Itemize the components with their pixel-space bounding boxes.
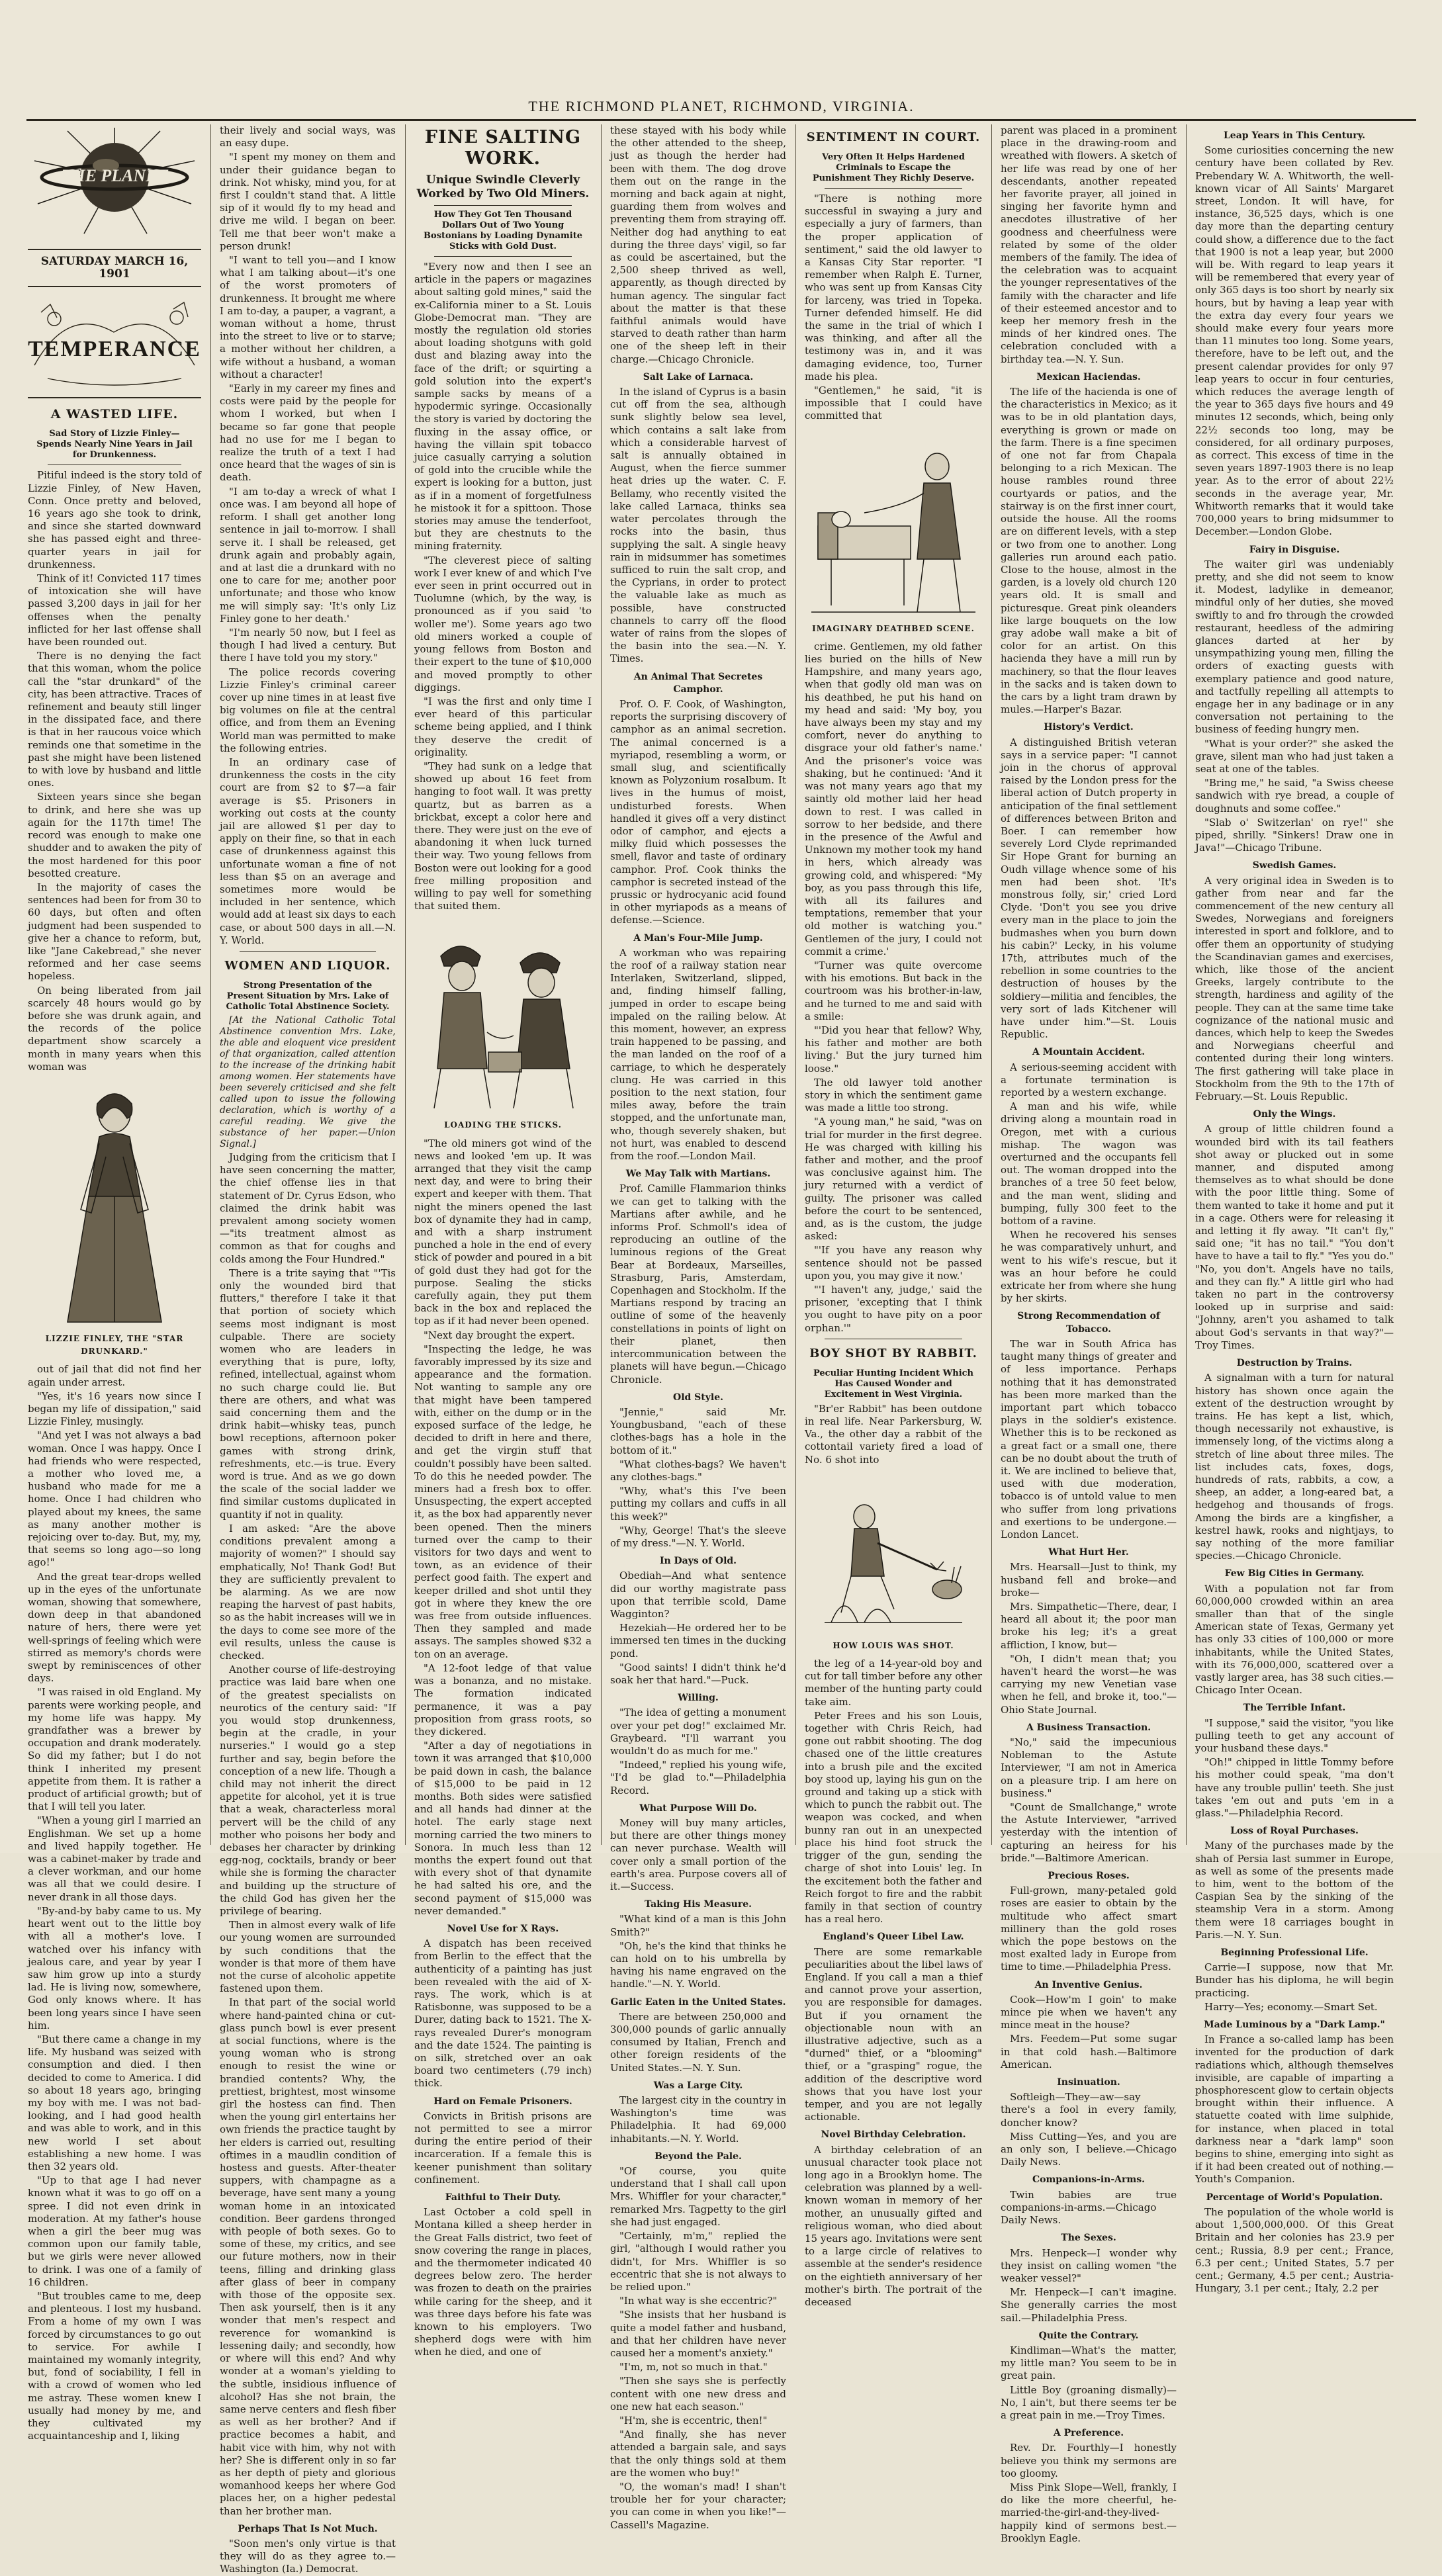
- section-heading: Taking His Measure.: [644, 1899, 752, 1910]
- paragraph: Judging from the criticism that I have seen concerning the matter, the chief offense lies in that statement of Dr. Cyrus Edson, who claimed the drink habit was prevalent among society women—"its treatment almost as common as that for coughs and colds among the Four Hundred.": [220, 1151, 396, 1265]
- paragraph: Little Boy (groaning dismally)—No, I ain't, but there seems ter be a great pain in me.—Troy Times.: [1001, 2383, 1177, 2421]
- paragraph: "Gentlemen," he said, "it is impossible that I could have committed that: [805, 384, 982, 422]
- paragraph: In the majority of cases the sentences had been for from 30 to 60 days, but often and often judgment had been suspended to give her a chance to reform, but, like "Jane Cakebread," she never reformed and her case seems hopeless.: [28, 881, 201, 983]
- paragraph: "What clothes-bags? We haven't any clothes-bags.": [610, 1458, 786, 1483]
- paragraph: "O, the woman's mad! I shan't trouble her for your character; you can come in when you like!"—Cassell's Magazine.: [610, 2480, 786, 2531]
- paragraph: In the island of Cyprus is a basin cut off from the sea, although sunk slightly below sea level, which contains a salt lake from which a considerable harvest of salt is annually obtained in August, when the fierce summer heat dries up the water. C. F. Bellamy, who recently visited the lake called Larnaca, thinks sea water percolates through the rocks into the basin, thus supplying the salt. A single heavy rain in midsummer has sometimes sufficed to ruin the salt crop, and the Cyprians, in order to protect the valuable lake as much as possible, have constructed channels to carry off the flood water of rains from the slopes of the basin into the sea.—N. Y. Times.: [610, 386, 786, 665]
- paragraph: "In what way is she eccentric?": [619, 2295, 778, 2307]
- paragraph: "Oh, he's the kind that thinks he can hold on to his umbrella by having his name engraved on the handle."—N. Y. World.: [610, 1939, 786, 1990]
- paragraph: "Inspecting the ledge, he was favorably impressed by its size and appearance and the formation. Not wanting to sample any ore that might have been tampered with, either on the dump or in the exposed surface of the ledge, he decided to drift in here and there, and get the virgin stuff that couldn't possibly have been salted. To do this he needed powder. The miners had a fresh box to offer. Unsuspecting, the expert accepted it, as the box had apparently never been opened. Then the miners turned over the camp to their visitors for two days and went to town, as an evidence of their perfect good faith. The expert and keeper drilled and shot until they got in where they knew the ore was free from outside influences. Then they sampled and made assays. The samples showed $32 a ton on an average.: [414, 1343, 592, 1660]
- paragraph: "What is your order?" she asked the grave, silent man who had just taken a seat at one of the tables.: [1195, 737, 1394, 775]
- paragraph: Miss Cutting—Yes, and you are an only son, I believe.—Chicago Daily News.: [1001, 2130, 1177, 2168]
- article-deck: Peculiar Hunting Incident Which Has Caused Wonder and Excitement in West Virginia.: [813, 1368, 974, 1399]
- paragraph: their lively and social ways, was an easy dupe.: [220, 124, 396, 150]
- section-heading: Salt Lake of Larnaca.: [643, 371, 754, 382]
- paragraph: "Bring me," he said, "a Swiss cheese sandwich with rye bread, a couple of doughnuts and some coffee.": [1195, 777, 1394, 815]
- paragraph: A man and his wife, while driving along a mountain road in Oregon, met with a curious mishap. The wagon was overturned and the occupants fell out. The woman dropped into the branches of a tree 50 feet below, and the man went, sliding and bumping, fully 300 feet to the bottom of a ravine.: [1001, 1100, 1177, 1227]
- paragraph: crime. Gentlemen, my old father lies buried on the hills of New Hampshire, and many years ago, when that godly old man was on his deathbed, he put his hand on my head and said: 'My boy, you have always been my stay and my comfort, never do anything to disgrace your old father's name.' And the prisoner's voice was shaking, but he continued: 'And it was not many years ago that my saintly old mother laid her head down to rest. I was called in sorrow to her bedside, and there in the presence of the Awful and Unknown my mother took my hand in hers, which already was growing cold, and whispered: "My boy, as you pass through this life, with all its failures and temptations, remember that your old mother is watching you." Gentlemen of the jury, I could not commit a crime.': [805, 640, 982, 957]
- column-5: [805, 124, 982, 2308]
- paragraph: Prof. O. F. Cook, of Washington, reports the surprising discovery of camphor as an animal secretion. The animal concerned is a myriapod, resembling a worm, or small slug, and scientifically known as Polyzonium rosalbum. It lives in the humus of moist, undisturbed forests. When handled it gives off a very distinct odor of camphor, and ejects a milky fluid which possesses the smell, flavor and taste of ordinary camphor. Prof. Cook thinks the camphor is secreted instead of the prussic or hydrocyanic acid found in other myriapods as a means of defense.—Science.: [610, 697, 786, 926]
- section-heading: Only the Wings.: [1253, 1109, 1336, 1120]
- section-heading: Companions-in-Arms.: [1032, 2174, 1145, 2186]
- paragraph: Sixteen years since she began to drink, and here she was up again for the 117th time! The record was enough to make one shudder and to awaken the pity of the most hardened for this poor besotted creature.: [28, 791, 201, 879]
- paragraph: "Yes, it's 16 years now since I began my life of dissipation," said Lizzie Finley, musingly.: [28, 1390, 201, 1428]
- paragraph: "H'm, she is eccentric, then!": [619, 2414, 768, 2426]
- article-deck: Sad Story of Lizzie Finley—Spends Nearly Nine Years in Jail for Drunkenness.: [36, 429, 193, 461]
- column-rule: [405, 124, 406, 1845]
- section-heading: Destruction by Trains.: [1236, 1358, 1353, 1369]
- paragraph: "'If you have any reason why sentence should not be passed upon you, you may give it now.': [805, 1244, 982, 1282]
- svg-text:TEMPERANCE: TEMPERANCE: [28, 337, 201, 362]
- article-title: BOY SHOT BY RABBIT.: [809, 1346, 977, 1360]
- paragraph: Last October a cold spell in Montana killed a sheep herder in the Great Falls district, two feet of snow covering the range in places, and the thermometer indicated 40 degrees below zero. The herder was frozen to death on the prairies while caring for the sheep, and it was three days before his fate was known to his employers. Two shepherd dogs were with him when he died, and one of: [414, 2206, 592, 2358]
- paragraph: "Every now and then I see an article in the papers or magazines about salting gold mines," said the ex-California miner to a St. Louis Globe-Democrat man. "They are mostly the regulation old stories about loading shotguns with gold dust and blazing away into the face of the drift; or squirting a gold solution into the expert's sample sacks by means of a hypodermic syringe. Occasionally the story is varied by doctoring the fluxing in the assay office, or having the villain spit tobacco juice casually carrying a solution of gold into the crucible while the expert is looking for a button, just as if in a moment of forgetfulness he mistook it for a spittoon. Those stories may amuse the tenderfoot, but they are chestnuts to the mining fraternity.: [414, 261, 592, 553]
- paragraph: "Up to that age I had never known what it was to go off on a spree. I did not even drink in moderation. At my father's house when a girl the beer mug was common upon our family table, but we girls were never allowed to drink. I was one of a family of 16 children.: [28, 2174, 201, 2288]
- paragraph: Prof. Camille Flammarion thinks we can get to talking with the Martians after awhile, and he informs Prof. Schmoll's idea of reproducing an outline of the luminous regions of the Great Bear at Bordeaux, Marseilles, Strasburg, Paris, Amsterdam, Copenhagen and Stockholm. If the Martians respond by tracing an outline of some of the heavenly constellations in points of light on their planet, then intercommunication between the planets will have begun.—Chicago Chronicle.: [610, 1182, 786, 1386]
- section-heading: Beyond the Pale.: [654, 2151, 742, 2162]
- svg-text:THE PLANET: THE PLANET: [61, 166, 168, 185]
- paragraph: The life of the hacienda is one of the characteristics in Mexico; as it was to be in old plantation days, everything is grown or made on the farm. There is a fine specimen of one not far from Chapala belonging to a rich Mexican. The house rambles round three courtyards or patios, and the stairway is on the first inner court, outside the house. All the rooms are on different levels, with a step or two from one to another. Long galleries run around each patio. Close to the house, almost in the garden, is a lovely old church 120 years old. It is small and picturesque. Great pink oleanders like large bouquets on the low gray adobe wall make a bit of color for an artist. On this hacienda they have a mill run by machinery, so that the flour leaves in the sacks and is taken down to the cars by a light tram drawn by mules.—Harper's Bazar.: [1001, 386, 1177, 716]
- section-heading: Leap Years in This Century.: [1223, 130, 1366, 141]
- paragraph: "Why, what's this I've been putting my collars and cuffs in all this week?": [610, 1485, 786, 1523]
- paragraph: Carrie—I suppose, now that Mr. Bunder has his diploma, he will begin practicing.: [1195, 1961, 1394, 1999]
- masthead-rule: [26, 119, 1416, 121]
- section-heading: Beginning Professional Life.: [1220, 1947, 1369, 1959]
- column-7: [1195, 124, 1394, 2295]
- paragraph: The largest city in the country in Washington's time was Philadelphia. It had 69,000 inhabitants.—N. Y. World.: [610, 2094, 786, 2145]
- column-rule: [210, 124, 211, 1845]
- paragraph: "The idea of getting a monument over your pet dog!" exclaimed Mr. Graybeard. "I'll warrant you wouldn't do as much for me.": [610, 1707, 786, 1757]
- section-heading: Few Big Cities in Germany.: [1224, 1568, 1365, 1579]
- portrait-illustration: [28, 1077, 201, 1329]
- paragraph: Kindliman—What's the matter, my little man? You seem to be in great pain.: [1001, 2344, 1177, 2382]
- paragraph: "They had sunk on a ledge that showed up about 16 feet from hanging to foot wall. It was pretty quartz, but as barren as a brickbat, except a color here and there. They were just on the eve of abandoning it when luck turned their way. Two young fellows from Boston were out looking for a good free milling proposition and willing to pay well for something that suited them.: [414, 760, 592, 912]
- paragraph: Harry—Yes; economy.—Smart Set.: [1204, 2000, 1378, 2013]
- paragraph: Many of the purchases made by the shah of Persia last summer in Europe, as well as some of the presents made to him, went to the bottom of the Caspian Sea by the sinking of the steamship Vera in a storm. Among them were 18 carriages bought in Paris.—N. Y. Sun.: [1195, 1840, 1394, 1941]
- column-6: [1001, 124, 1177, 2544]
- article-deck: How They Got Ten Thousand Dollars Out of Two Young Bostonians by Loading Dynamite Sticks with Gold Dust.: [424, 210, 582, 251]
- section-heading: Insinuation.: [1057, 2077, 1120, 2088]
- deathbed-illustration: [805, 427, 982, 619]
- section-heading: A Mountain Accident.: [1032, 1047, 1146, 1058]
- paragraph: "Then she says she is perfectly content with one new dress and one new hat each season.": [610, 2375, 786, 2413]
- section-rule: [240, 951, 376, 952]
- paragraph: "I'm, m, not so much in that.": [619, 2361, 768, 2374]
- paragraph: With a population not far from 60,000,000 crowded within an area smaller than that of the single American state of Texas, Germany yet has only 33 cities of 100,000 or more inhabitants, while the United States, with its 76,000,000, scattered over a vastly larger area, has 38 such cities.—Chicago Inter Ocean.: [1195, 1582, 1394, 1697]
- column-rule: [1186, 124, 1187, 1845]
- paragraph: "The cleverest piece of salting work I ever knew of and which I've ever seen in print occurred out in Tuolumne (which, by the way, is pronounced as if you said 'to woller me'). Some years ago two old miners worked a couple of young fellows from Boston and their expert to the tune of $10,000 and moved promptly to other diggings.: [414, 554, 592, 693]
- paragraph: Then in almost every walk of life our young women are surrounded by such conditions that the wonder is that more of them have not the curse of alcoholic appetite fastened upon them.: [220, 1919, 396, 1995]
- deck-rule: [434, 256, 572, 257]
- paragraph: The waiter girl was undeniably pretty, and she did not seem to know it. Modest, ladylike in demeanor, mindful only of her duties, she moved swiftly to and fro through the crowded restaurant, heedless of the admiring glances darted at her by unsympathizing young men, filling the orders of exacting guests with exemplary patience and good nature, and tactfully repelling all attempts to engage her in any badinage or in any conversation not pertaining to the business of feeding hungry men.: [1195, 558, 1394, 736]
- planet-logo-icon: [28, 124, 201, 240]
- paragraph: "'Did you hear that fellow? Why, his father and mother are both living.' But the jury turned him loose.": [805, 1024, 982, 1075]
- paragraph: Mrs. Hearsall—Just to think, my husband fell and broke—and broke—: [1001, 1561, 1177, 1599]
- rabbit-illustration: [805, 1470, 982, 1636]
- paragraph: these stayed with his body while the other attended to the sheep, just as though the herder had been with them. The dog drove them out on the range in the morning and back again at night, guarding them from wolves and preventing them from straying off. Neither dog had anything to eat during the three days' vigil, so far as could be ascertained, but the 2,500 sheep thrived as well, apparently, as though directed by human agency. The singular fact about the matter is that these faithful animals would have starved to death rather than harm one of the sheep left in their charge.—Chicago Chronicle.: [610, 124, 786, 365]
- paragraph: In that part of the social world where hand-painted china or cut-glass punch bowl is ever present at social functions, where is the young woman who is strong enough to resist the wine or brandied contents? Why, the prettiest, brightest, most winsome girl the hostess can find. Then when the young girl entertains her own friends the practice taught by her elders is carried out, resulting oftimes in a maudlin condition of hostess and guests. After-theater suppers, with champagne as a beverage, have sent many a young woman home in an intoxicated condition. Beer gardens thronged with people of both sexes. Go to some of these, my critics, and see our future mothers, now in their teens, filling and drinking glass after glass of beer in company with those of the opposite sex. Then ask yourself, then is it any wonder that men's respect and reverence for womankind is lessening daily; and secondly, how or where will this end? And why wonder at a woman's yielding to the subtle, insidious influence of alcohol? Has she not brain, the same nerve centers and flesh fiber as well as her brother? And if practice becomes a habit, and habit vice with him, why not with her? She is different only in so far as her depth of piety and glorious womanhood keeps her where God places her, on a higher pedestal than her brother man.: [220, 1996, 396, 2517]
- paragraph: "By-and-by baby came to us. My heart went out to the little boy with all a mother's love. I watched over his infancy with jealous care, and year by year I saw him grow up into a sturdy lad. He is living now, somewhere, God only knows where. It has been long years since I have seen him.: [28, 1904, 201, 2031]
- paragraph: "Slab o' Switzerlan' on rye!" she piped, shrilly. "Sinkers! Draw one in Java!"—Chicago Tribune.: [1195, 816, 1394, 854]
- paragraph: Money will buy many articles, but there are other things money can never purchase. Wealth will cover only a small portion of the earth's area. Purpose covers all of it.—Success.: [610, 1817, 786, 1893]
- column-rule: [991, 124, 992, 1845]
- paragraph: Obediah—And what sentence did our worthy magistrate pass upon that terrible scold, Dame Wagginton?: [610, 1570, 786, 1620]
- temperance-banner: [28, 292, 201, 392]
- paragraph: Softleigh—They—aw—say there's a fool in every family, doncher know?: [1001, 2091, 1177, 2129]
- paragraph: Some curiosities concerning the new century have been collated by Rev. Prebendary W. A. Whitworth, the well-known vicar of All Saints' Margaret street, London. It will have, for instance, 36,525 days, which is one day more than the departing century could show, a difference due to the fact that 1900 is not a leap year, but 2000 will be. With regard to leap years it will be remembered that every year of only 365 days is too short by nearly six hours, but by having a leap year with the extra day every four years we should make every four years more than 11 minutes too long. Some years, therefore, have to be left out, and the present calendar provides for only 97 leap years to occur in four centuries, which reduces the average length of the year to 365 days five hours and 49 minutes 12 seconds, which, being only 22½ seconds too long, may be considered, for all ordinary purposes, as correct. This excess of time in the seven years 1897-1903 there is no leap year. As to the error of about 22½ seconds in the average year, Mr. Whitworth remarks that it would take 700,000 years to bring midsummer to December.—London Globe.: [1195, 144, 1394, 538]
- paragraph: Hezekiah—He ordered her to be immersed ten times in the ducking pond.: [610, 1622, 786, 1660]
- column-rule: [601, 124, 602, 1845]
- paragraph: On being liberated from jail scarcely 48 hours would go by before she was drunk again, and the records of the police department show scarcely a month in many years when this woman was: [28, 984, 201, 1073]
- miners-illustration: [414, 916, 592, 1115]
- paragraph: The war in South Africa has taught many things of greater and of less importance. Perhaps nothing that it has demonstrated has been more marked than the important part which tobacco plays in the soldier's existence. Whether this is to be reckoned as a great fact or a small one, there can be no doubt about the truth of it. We are inclined to believe that, used with due moderation, tobacco is of untold value to men who suffer from long privations and exertions to be undergone.—London Lancet.: [1001, 1337, 1177, 1540]
- paragraph: "And finally, she has never attended a bargain sale, and says that the only things sold at them are the women who buy!": [610, 2428, 786, 2479]
- section-heading: The Terrible Infant.: [1243, 1703, 1346, 1714]
- figure-caption: IMAGINARY DEATHBED SCENE.: [812, 623, 975, 633]
- article-deck: Strong Presentation of the Present Situation by Mrs. Lake of Catholic Total Abstinence Society.: [226, 981, 390, 1012]
- paragraph: "I was the first and only time I ever heard of this particular scheme being applied, and I think they deserve the credit of originality.: [414, 695, 592, 758]
- section-heading: We May Talk with Martians.: [625, 1169, 771, 1180]
- section-heading: Novel Birthday Celebration.: [821, 2129, 966, 2141]
- section-heading: A Preference.: [1053, 2428, 1124, 2439]
- section-heading: Faithful to Their Duty.: [445, 2192, 561, 2203]
- paragraph: out of jail that did not find her again under arrest.: [28, 1363, 201, 1388]
- editor-note: [At the National Catholic Total Abstinence convention Mrs. Lake, the able and eloquent vice president of that organization, called attention to the increase of the drinking habit among women. Her statements have been severely criticised and she felt called upon to issue the following declaration, which is worthy of a careful reading. We give the substance of her paper.—Union Signal.]: [220, 1015, 396, 1149]
- paragraph: "I want to tell you—and I know what I am talking about—it's one of the worst promoters of drunkenness. It brought me where I am to-day, a pauper, a vagrant, a woman without a home, thrust into the street to live or to starve; a mother without her children, a wife without a husband, a woman without a character!: [220, 254, 396, 380]
- paragraph: "Jennie," said Mr. Youngbusband, "each of these clothes-bags has a hole in the bottom of it.": [610, 1405, 786, 1456]
- column-4: [610, 124, 786, 2531]
- paragraph: Peter Frees and his son Louis, together with Chris Reich, had gone out rabbit shooting. The dog chased one of the little creatures into a brush pile and the excited boy stood up, laying his gun on the ground and taking up a stick with which to punch the rabbit out. The weapon was cocked, and when bunny ran out in an unexpected place his hind foot struck the trigger of the gun, sending the charge of shot into Louis' leg. In the excitement both the father and Reich forgot to fire and the rabbit family in that section of country has a real hero.: [805, 1709, 982, 1926]
- paragraph: "A 12-foot ledge of that value was a bonanza, and no mistake. The formation indicated permanence, it was a pay proposition from grass roots, so they dickered.: [414, 1662, 592, 1738]
- paragraph: There are some remarkable peculiarities about the libel laws of England. If you call a man a thief and cannot prove your assertion, you are responsible for damages. But if you ornament the objectionable noun with an illustrative adjective, such as a "durned" thief, or a "blooming" thief, or a "grasping" rogue, the addition of the descriptive word shows that you have lost your temper, and you are not legally actionable.: [805, 1945, 982, 2123]
- issue-date: SATURDAY MARCH 16, 1901: [40, 255, 189, 281]
- paragraph: Pitiful indeed is the story told of Lizzie Finley, of New Haven, Conn. Once pretty and beloved, 16 years ago she took to drink, and since she started downward she has passed eight and three-quarter years in jail for drunkenness.: [28, 469, 201, 570]
- article-title: A WASTED LIFE.: [50, 407, 179, 422]
- paragraph: A signalman with a turn for natural history has shown once again the extent of the destruction wrought by trains. He has kept a list, which, though necessarily not exhaustive, is immensely long, of the victims along a stretch of line about three miles. The list includes cats, foxes, dogs, hundreds of rats, rabbits, a cow, a sheep, an adder, a long-eared bat, a hedgehog and thousands of frogs. Among the birds are a kingfisher, a kestrel hawk, rooks and nightjays, to say nothing of the more familiar species.—Chicago Chronicle.: [1195, 1372, 1394, 1562]
- paragraph: parent was placed in a prominent place in the drawing-room and wreathed with flowers. A sketch of her life was read by one of her descendants, another repeated her favorite prayer, all joined in singing her favorite hymn and anecdotes illustrative of her goodness and cheerfulness were related by some of the older members of the family. The idea of the celebration was to acquaint the younger representatives of the family with the character and life of their esteemed ancestor and to keep her memory fresh in the minds of her kindred ones. The celebration concluded with a birthday tea.—N. Y. Sun.: [1001, 124, 1177, 365]
- paragraph: Mrs. Feedem—Put some sugar in that cold hash.—Baltimore American.: [1001, 2033, 1177, 2070]
- paragraph: "Certainly, m'm," replied the girl, "although I would rather you didn't, for Mrs. Whiffler is so eccentric that she is not always to be relied upon.": [610, 2230, 786, 2293]
- paragraph: There is no denying the fact that this woman, whom the police call the "star drunkard" of the city, has been attractive. Traces of refinement and beauty still linger in the dissipated face, and there is that in her raucous voice which reminds one that sometime in the past she might have been listened to with love by husband and little ones.: [28, 650, 201, 789]
- section-heading: Made Luminous by a "Dark Lamp.": [1204, 2020, 1385, 2031]
- section-heading: Willing.: [678, 1693, 719, 1704]
- article-subtitle: Unique Swindle Cleverly Worked by Two Old Miners.: [416, 173, 590, 200]
- column-rule: [795, 124, 796, 1845]
- paragraph: And the great tear-drops welled up in the eyes of the unfortunate woman, showing that somewhere, down deep in that abandoned nature of hers, there were yet well-springs of feeling which were stirred as memory's chords were swept by reminiscences of other days.: [28, 1570, 201, 1685]
- paragraph: A workman who was repairing the roof of a railway station near Interlaken, Switzerland, slipped, and, finding himself falling, jumped in order to escape being impaled on the railing below. At this moment, however, an express train happened to be passing, and the man landed on the roof of a carriage, to which he desperately clung. He was carried in this position to the next station, four miles away, before the train stopped, and the unfortunate man, who, though severely shaken, but not hurt, was enabled to descend from the roof.—London Mail.: [610, 946, 786, 1163]
- woman-portrait-icon: [28, 1077, 201, 1329]
- paragraph: "No," said the impecunious Nobleman to the Astute Interviewer, "I am not in America on a pleasure trip. I am here on business.": [1001, 1736, 1177, 1799]
- section-heading: In Days of Old.: [659, 1556, 737, 1567]
- paragraph: "When a young girl I married an Englishman. We set up a home and lived happily together. He was a cabinet-maker by trade and a clever workman, and our home was all that we could desire. I never drank in all those days.: [28, 1814, 201, 1903]
- paragraph: "She insists that her husband is quite a model father and husband, and that her children have never caused her a moment's anxiety.": [610, 2309, 786, 2359]
- section-heading: Loss of Royal Purchases.: [1230, 1826, 1359, 1837]
- section-heading: Mexican Haciendas.: [1036, 371, 1141, 382]
- section-heading: What Hurt Her.: [1048, 1547, 1129, 1558]
- planet-logo: [28, 124, 201, 244]
- paragraph: A serious-seeming accident with a fortunate termination is reported by a western exchange.: [1001, 1061, 1177, 1099]
- paragraph: "Br'er Rabbit" has been outdone in real life. Near Parkersburg, W. Va., the other day a rabbit of the cottontail variety fired a load of No. 6 shot into: [805, 1402, 982, 1466]
- paragraph: "I spent my money on them and under their guidance began to drink. Not whisky, mind you, for at first I couldn't stand that. A little sip of it would fly to my head and drive me wild. I began on beer. Tell me that beer won't make a person drunk!: [220, 151, 396, 252]
- section-heading: A Man's Four-Mile Jump.: [633, 932, 763, 944]
- paragraph: The old lawyer told another story in which the sentiment game was made a little too strong.: [805, 1076, 982, 1114]
- paragraph: "What kind of a man is this John Smith?": [610, 1913, 786, 1938]
- article-deck: Very Often It Helps Hardened Criminals to Escape the Punishment They Richly Deserve.: [812, 152, 975, 183]
- paragraph: "But there came a change in my life. My husband was seized with consumption and died. I then decided to come to America. I did so about 18 years ago, bringing my boy with me. I was not bad-looking, and I had good health and was able to work, and in this new world I set about establishing a new home. I was then 32 years old.: [28, 2033, 201, 2172]
- figure-caption: LOADING THE STICKS.: [444, 1120, 562, 1130]
- paragraph: "I was raised in old England. My parents were working people, and my home life was happy. My grandfather was a brewer by occupation and drank moderately. So did my father; but I do not think I inherited my present appetite from them. It is rather a product of artificial growth; but of that I will tell you later.: [28, 1686, 201, 1813]
- paragraph: "Oh!" chipped in little Tommy before his mother could speak, "ma don't have any trouble pullin' teeth. She just takes 'em out and puts 'em in a glass."—Philadelphia Record.: [1195, 1756, 1394, 1819]
- paragraph: Convicts in British prisons are not permitted to see a mirror during the entire period of their incarceration. If a female this is keener punishment than solitary confinement.: [414, 2110, 592, 2186]
- section-heading: An Inventive Genius.: [1034, 1979, 1143, 1990]
- paragraph: Miss Pink Slope—Well, frankly, I do like the more cheerful, he-married-the-girl-and-they-lived-happily kind of sermons best.—Brooklyn Eagle.: [1001, 2481, 1177, 2544]
- section-rule: [28, 397, 201, 398]
- portrait-caption: LIZZIE FINLEY, THE "STAR DRUNKARD.": [45, 1333, 184, 1356]
- paragraph: "Good saints! I didn't think he'd soak her that hard."—Puck.: [610, 1661, 786, 1686]
- paragraph: A distinguished British veteran says in a service paper: "I cannot join in the chorus of approval raised by the London press for the liberal action of Dutch property in anticipation of the final settlement of differences between Briton and Boer. I can remember how severely Lord Clyde reprimanded Sir Hope Grant for burning an Oudh village whence some of his men had been shot. 'It's monstrous folly, sir,' cried Lord Clyde. 'Don't you see you drive every man in the place to join the budmashes when you burn down his cabin?' Lecky, in his volume 17th, attributes much of the rebellion in some countries to the destruction of houses by the soldiery—militia and fencibles, the very sort of lads Kitchener will have under him."—St. Louis Republic.: [1001, 736, 1177, 1041]
- paragraph: "I am to-day a wreck of what I once was. I am beyond all hope of reform. I shall get another long sentence in jail to-morrow. I shall serve it. I shall be released, get drunk again and probably again, and at last die a drunkard with no one to care for me; another poor unfortunate; and those who know me will simply say: 'It's only Liz Finley gone to her death.': [220, 485, 396, 625]
- paragraph: A dispatch has been received from Berlin to the effect that the authenticity of a painting has just been revealed with the aid of X-rays. The work, which is at Ratisbonne, was supposed to be a Durer, dating back to 1521. The X-rays revealed Durer's monogram and the date 1524. The painting is on silk, stretched over an oak board two centimeters (.79 inch) thick.: [414, 1937, 592, 2090]
- section-heading: Was a Large City.: [653, 2080, 743, 2091]
- section-heading: A Business Transaction.: [1026, 1722, 1151, 1733]
- paragraph: There is a trite saying that "'Tis only the wounded bird that flutters," therefore I take it that that portion of society which seems most indignant is most culpable. There are society women who are leaders in everything that is pure, lofty, refined, intellectual, against whom no such charge could lie. But there are others, and what was said concerning them and the drink habit—whisky teas, punch bowl receptions, afternoon poker games with strong drink, refreshments, etc.—is true. Every word is true. And as we go down the scale of the social ladder we find similar customs duplicated in quantity if not in quality.: [220, 1266, 396, 1521]
- section-heading: Quite the Contrary.: [1038, 2330, 1139, 2341]
- paragraph: "I suppose," said the visitor, "you like pulling teeth to get any account of your husband these days.": [1195, 1716, 1394, 1754]
- paragraph: "There is nothing more successful in swaying a jury and especially a jury of farmers, than the proper application of sentiment," said the old lawyer to a Kansas City Star reporter. "I remember when Ralph E. Turner, who was sent up from Kansas City for larceny, was tried in Topeka. Turner defended himself. He did the same in the trial of which I was thinking, and after all the testimony was in, and it was damaging evidence, too, Turner made his plea.: [805, 193, 982, 382]
- paragraph: "A young man," he said, "was on trial for murder in the first degree. He was charged with killing his father and mother, and the proof was conclusive against him. The jury returned with a verdict of guilty. The prisoner was called before the court to be sentenced, and, as is the custom, the judge asked:: [805, 1116, 982, 1243]
- section-heading: Garlic Eaten in the United States.: [610, 1996, 786, 2008]
- column-2: [220, 124, 396, 2575]
- section-heading: Hard on Female Prisoners.: [433, 2096, 572, 2107]
- deck-rule: [825, 188, 962, 189]
- paragraph: "I'm nearly 50 now, but I feel as though I had lived a century. But there I have told you my story.": [220, 626, 396, 664]
- paragraph: The population of the whole world is about 1,500,000,000. Of this Great Britain and her colonies has 23.9 per cent.; Russia, 8.9 per cent.; France, 6.3 per cent.; United States, 5.7 per cent.; Germany, 4.5 per cent.; Austria-Hungary, 3.1 per cent.; Italy, 2.2 per: [1195, 2205, 1394, 2295]
- paragraph: "Why, George! That's the sleeve of my dress."—N. Y. World.: [610, 1524, 786, 1549]
- paragraph: Mrs. Henpeck—I wonder why they insist on calling women "the weaker vessel?": [1001, 2246, 1177, 2284]
- page-masthead: THE RICHMOND PLANET, RICHMOND, VIRGINIA.: [528, 98, 915, 114]
- section-heading: Strong Recommendation of Tobacco.: [1017, 1311, 1160, 1335]
- column-3: [414, 124, 592, 2358]
- paragraph: In an ordinary case of drunkenness the costs in the city court are from $2 to $7—a fair average is $5. Prisoners in working out costs at the county jail are allowed $1 per day to apply on their fine, so that in each case of drunkenness against this unfortunate woman a fine of not less than $5 on an average and sometimes more would be included in her sentence, which would add at least six days to each case, or about 500 days in all.—N. Y. World.: [220, 756, 396, 946]
- paragraph: The police records covering Lizzie Finley's criminal career cover up nine times in at least five big volumes on file at the central office, and from them an Evening World man was permitted to make the following entries.: [220, 666, 396, 754]
- paragraph: Twin babies are true companions-in-arms.—Chicago Daily News.: [1001, 2188, 1177, 2227]
- paragraph: Mrs. Simpathetic—There, dear, I heard all about it; the poor man broke his leg; it's a great affliction, I know, but—: [1001, 1600, 1177, 1651]
- paragraph: "Early in my career my fines and costs were paid by the people for whom I worked, but when I became so far gone that people had no use for me I began to realize the truth of a text I had once heard that the wages of sin is death.: [220, 382, 396, 484]
- section-heading: What Purpose Will Do.: [639, 1802, 757, 1814]
- deathbed-illustration-icon: [805, 427, 982, 619]
- paragraph: A group of little children found a wounded bird with its tail feathers shot away or plucked out in some manner, and disputed among themselves as to what should be done with the poor little thing. Some of them wanted to take it home and put it in a cage. Others were for releasing it and letting it fly away. "It can't fly," said one; "it has no tail." "You don't have to have a tail to fly." "Yes you do." "No, you don't. Angels have no tails, and they can fly." A little girl who had taken no part in the controversy looked up in surprise and said: "Johnny, aren't you ashamed to talk about God's servants in that way?"—Troy Times.: [1195, 1123, 1394, 1351]
- paragraph: "Turner was quite overcome with his emotions. But back in the courtroom was his brother-in-law, and he turned to me and said with a smile:: [805, 959, 982, 1022]
- paragraph: "Count de Smallchange," wrote the Astute Interviewer, "arrived yesterday with the intention of capturing an heiress for his bride."—Baltimore American.: [1001, 1801, 1177, 1864]
- paragraph: A very original idea in Sweden is to gather from near and far the commencement of the new century all Swedes, Norwegians and foreigners interested in sport and folklore, and to offer them an opportunity of studying the Scandinavian games and exercises, which, like those of the ancient Greeks, largely contribute to the strength, hardiness and agility of the people. They can at the same time take cognizance of the national music and dances, which help to keep the Swedes and Norwegians cheerful and contented during their long winters. The first gathering will take place in Stockholm from the 9th to the 17th of February.—St. Louis Republic.: [1195, 874, 1394, 1103]
- section-heading: Precious Roses.: [1048, 1871, 1130, 1882]
- section-heading: Percentage of World's Population.: [1206, 2192, 1383, 2203]
- paragraph: Cook—How'm I goin' to make mince pie when we haven't any mince meat in the house?: [1001, 1993, 1177, 2031]
- paragraph: "The old miners got wind of the news and looked 'em up. It was arranged that they visit the camp next day, and were to bring their expert and keeper with them. That night the miners opened the last box of dynamite they had in camp, and with a sharp instrument punched a hole in the end of every stick of powder and poured in a bit of gold dust they had got for the purpose. Sealing the sticks carefully again, they put them back in the box and replaced the top as if it had never been opened.: [414, 1137, 592, 1327]
- paragraph: Think of it! Convicted 117 times of intoxication she will have passed 3,200 days in jail for her offenses when the penalty inflicted for her last offense shall have been rounded out.: [28, 572, 201, 648]
- temperance-banner-icon: [28, 292, 201, 392]
- deck-rule: [434, 205, 572, 206]
- paragraph: "But troubles came to me, deep and plenteous. I lost my husband. From a home of my own I was forced by circumstances to go out to service. For awhile I maintained my womanly integrity, but, fond of sociability, I fell in with a crowd of women who led me astray. These women knew I usually had money by me, and they cultivated my acquaintanceship and I, liking: [28, 2289, 201, 2442]
- section-heading: Novel Use for X Rays.: [447, 1923, 559, 1934]
- paragraph: I am asked: "Are the above conditions prevalent among a majority of women?" I should say emphatically, No! Thank God! But they are sufficiently prevalent to be alarming. As we are now reaping the harvest of past habits, so as the habit increases will we in the days to come see more of the evil results, unless the cause is checked.: [220, 1522, 396, 1662]
- section-heading: Old Style.: [673, 1392, 723, 1403]
- paragraph: the leg of a 14-year-old boy and cut for tall timber before any other member of the hunting party could take aim.: [805, 1658, 982, 1708]
- paragraph: "And yet I was not always a bad woman. Once I was happy. Once I had friends who were respected, a mother who loved me, a husband who made for me a home. Once I had children who played about my knees, the same as many another mother is rejoicing over to-day. But, my, my, that seems so long ago—so long ago!": [28, 1429, 201, 1569]
- section-heading: History's Verdict.: [1044, 722, 1134, 733]
- article-title: SENTIMENT IN COURT.: [806, 130, 981, 144]
- miners-illustration-icon: [414, 916, 592, 1115]
- paragraph: "Oh, I didn't mean that; you haven't heard the worst—he was carrying my new Venetian vase when he fell, and broke it, too."—Ohio State Journal.: [1001, 1652, 1177, 1716]
- paragraph: "'I haven't any, judge,' said the prisoner, 'excepting that I think you ought to have pity on a poor orphan.'": [805, 1284, 982, 1334]
- section-heading: Fairy in Disguise.: [1249, 544, 1340, 555]
- section-heading: An Animal That Secretes Camphor.: [633, 671, 763, 695]
- paragraph: Rev. Dr. Fourthly—I honestly believe you think my sermons are too gloomy.: [1001, 2442, 1177, 2479]
- section-heading: Perhaps That Is Not Much.: [238, 2523, 378, 2534]
- paragraph: In France a so-called lamp has been invented for the production of dark radiations which, although themselves invisible, are capable of imparting a phosphorescent glow to certain objects brought within their influence. A statuette coated with lime sulphide, for instance, when placed in total darkness near a "dark lamp" soon begins to shine, emerging into sight as if it had been created out of nothing.—Youth's Companion.: [1195, 2033, 1394, 2186]
- paragraph: "After a day of negotiations in town it was arranged that $10,000 be paid down in cash, the balance of $15,000 to be paid in 12 months. Both sides were satisfied and all hands had dinner at the hotel. The early stage next morning carried the two miners to Sonora. In much less than 12 months the expert found out that with every shot of that dynamite he had salted his ore, and the second payment of $15,000 was never demanded.": [414, 1740, 592, 1917]
- figure-caption: HOW LOUIS WAS SHOT.: [833, 1640, 954, 1650]
- paragraph: "Soon men's only virtue is that they will do as they agree to.—Washington (Ia.) Democrat.: [220, 2537, 396, 2575]
- rabbit-illustration-icon: [805, 1470, 982, 1636]
- date-rule: [28, 286, 201, 287]
- section-heading: Swedish Games.: [1252, 860, 1337, 871]
- paragraph: Full-grown, many-petaled gold roses are easier to obtain by the multitude who affect smart millinery than the gold roses which the pope bestows on the most exalted lady in Europe from time to time.—Philadelphia Press.: [1001, 1885, 1177, 1973]
- paragraph: "Next day brought the expert.: [424, 1329, 575, 1341]
- paragraph: When he recovered his senses he was comparatively unhurt, and went to his wife's rescue, but it was an hour before he could extricate her from where she hung by her skirts.: [1001, 1229, 1177, 1305]
- paragraph: Mr. Henpeck—I can't imagine. She generally carries the most sail.—Philadelphia Press.: [1001, 2286, 1177, 2324]
- paragraph: "Of course, you quite understand that I shall call upon Mrs. Whiffler for your character," remarked Mrs. Tagpetty to the girl she had just engaged.: [610, 2165, 786, 2228]
- paragraph: A birthday celebration of an unusual character took place not long ago in a Brooklyn home. The celebration was planned by a well-known woman in memory of her mother, an unusually gifted and religious woman, who died about 15 years ago. Invitations were sent to a large circle of relatives to assemble at the sender's residence on the eightieth anniversary of her mother's birth. The portrait of the deceased: [805, 2143, 982, 2308]
- paragraph: There are between 250,000 and 300,000 pounds of garlic annually consumed by Italian, French and other foreign residents of the United States.—N. Y. Sun.: [610, 2010, 786, 2074]
- column-1: [28, 124, 201, 2442]
- paragraph: "Indeed," replied his young wife, "I'd be glad to."—Philadelphia Record.: [610, 1759, 786, 1797]
- logo-rule: [28, 249, 201, 250]
- article-title: WOMEN AND LIQUOR.: [224, 959, 391, 973]
- paragraph: Another course of life-destroying practice was laid bare when one of the greatest specialists on neurotics of the century said: "If you would stop drunkenness, begin at the cradle, in your nurseries." I would go a step further and say, begin before the conception of a new life. Though a child may not inherit the direct appetite for alcohol, yet it is true that a weak, characterless moral pervert will be the child of any mother who poisons her body and debases her character by drinking egg-nog, cocktails, brandy or beer while she is forming the character and building up the structure of the child God has given her the privilege of bearing.: [220, 1664, 396, 1917]
- section-heading: England's Queer Libel Law.: [823, 1932, 964, 1943]
- section-heading: The Sexes.: [1061, 2233, 1116, 2244]
- article-title: FINE SALTING WORK.: [424, 127, 582, 169]
